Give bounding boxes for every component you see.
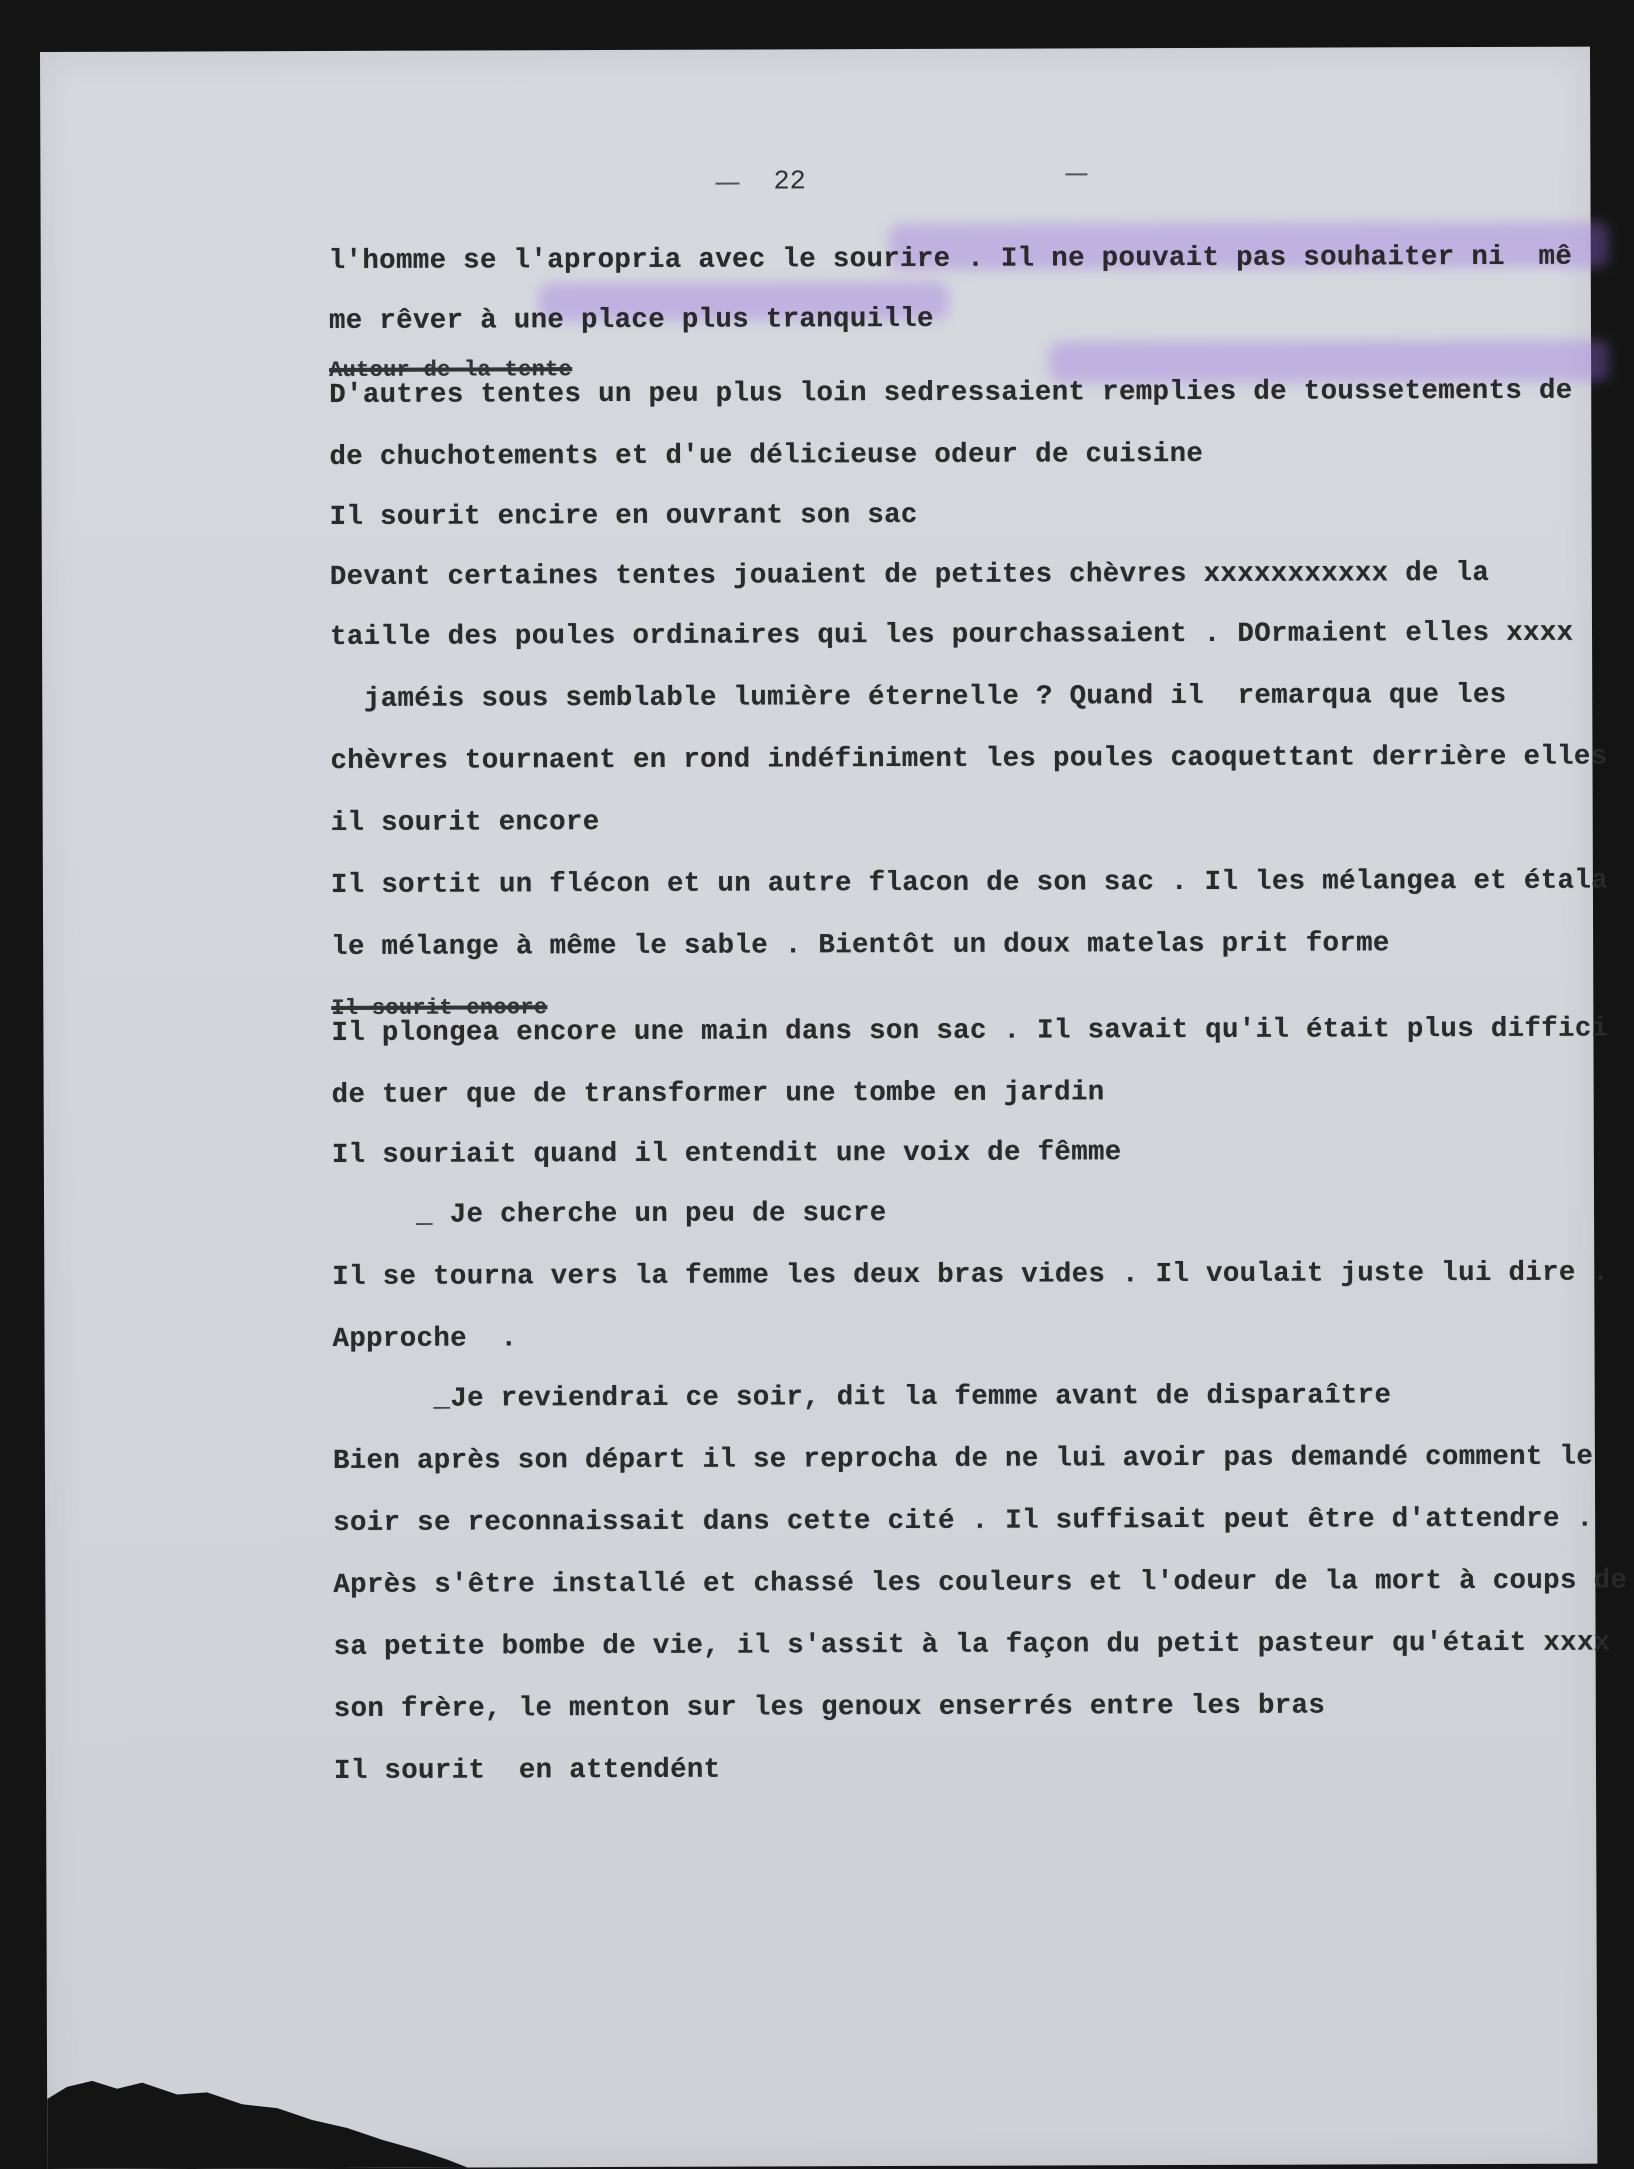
page-number: 22: [773, 167, 806, 198]
dialogue-line: _Je reviendrai ce soir, dit la femme avant de disparaître: [332, 1380, 1392, 1415]
torn-corner: [47, 2058, 467, 2169]
text-line: Il se tourna vers la femme les deux bras vides . Il voulait juste lui dire .: [332, 1257, 1610, 1293]
struck-line: Autour de la tente: [329, 357, 573, 383]
text-line: le mélange à même le sable . Bientôt un doux matelas prit forme: [331, 928, 1390, 963]
struck-line: Il sourit encore: [331, 995, 548, 1021]
text-line: jaméis sous semblable lumière éternelle ? Quand il remarqua que les: [330, 679, 1507, 715]
text-line: Approche .: [332, 1323, 518, 1355]
text-line: chèvres tournaent en rond indéfiniment les poules caoquettant derrière elles: [330, 741, 1608, 777]
text-line: Il sortit un flécon et un autre flacon de son sac . Il les mélangea et étala: [330, 865, 1608, 901]
dialogue-line: _ Je cherche un peu de sucre: [332, 1198, 887, 1231]
text-line: Bien après son départ il se reprocha de ne lui avoir pas demandé comment le: [332, 1441, 1594, 1477]
text-line: son frère, le menton sur les genoux enserrés entre les bras: [333, 1690, 1326, 1725]
margin-mark-left: [715, 183, 739, 185]
text-line: me rêver à une place plus tranquille: [328, 303, 934, 337]
margin-mark-right: [1065, 173, 1087, 175]
text-line: Après s'être installé et chassé les couleurs et l'odeur de la mort à coups de: [333, 1565, 1628, 1601]
text-line: Il sourit encire en ouvrant son sac: [329, 499, 918, 533]
text-line: de tuer que de transformer une tombe en jardin: [331, 1077, 1105, 1111]
text-line: Il sourit en attendént: [333, 1754, 721, 1787]
text-line: Il plongea encore une main dans son sac . Il savait qu'il était plus diffici: [331, 1013, 1609, 1049]
text-line: D'autres tentes un peu plus loin sedressaient remplies de toussetements de: [329, 375, 1573, 411]
document-body: [328, 241, 1628, 1787]
text-line: taille des poules ordinaires qui les pourchassaient . DOrmaient elles xxxx: [329, 617, 1574, 653]
text-line: l'homme se l'apropria avec le sourire . Il ne pouvait pas souhaiter ni mê: [328, 241, 1573, 277]
text-line: Il souriait quand il entendit une voix de fêmme: [331, 1137, 1122, 1171]
text-line: de chuchotements et d'ue délicieuse odeur de cuisine: [329, 438, 1204, 473]
typewritten-page: [40, 47, 1628, 2169]
text-line: Devant certaines tentes jouaient de petites chèvres xxxxxxxxxxx de la: [329, 557, 1490, 593]
text-line: il sourit encore: [330, 807, 600, 839]
text-line: sa petite bombe de vie, il s'assit à la façon du petit pasteur qu'était xxxx: [333, 1627, 1611, 1663]
text-line: soir se reconnaissait dans cette cité . Il suffisait peut être d'attendre .: [333, 1503, 1594, 1539]
